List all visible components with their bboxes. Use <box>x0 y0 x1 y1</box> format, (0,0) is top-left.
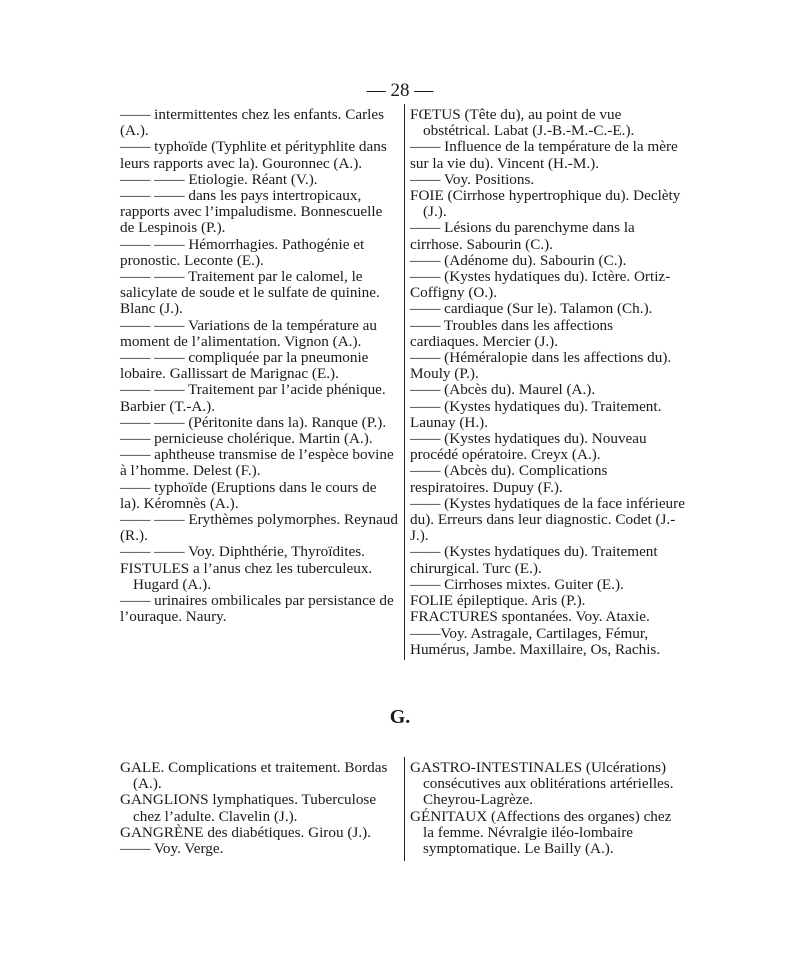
index-entry: —— Lésions du parenchyme dans la cirrhose. Sabourin (C.). <box>410 219 635 253</box>
index-column-upper-left <box>120 107 400 626</box>
index-entry: —— —— compliquée par la pneumonie lobaire. Gallissart de Marignac (E.). <box>120 349 369 383</box>
index-entry: —— —— Etiologie. Réant (V.). <box>120 170 318 188</box>
index-entry: —— —— Erythèmes polymorphes. Reynaud (R.). <box>120 511 398 545</box>
index-entry: —— (Kystes hydatiques du). Ictère. Ortiz-Coffigny (O.). <box>410 268 671 302</box>
index-entry: GANGLIONS lymphatiques. Tuberculose chez l’adulte. Clavelin (J.). <box>120 791 377 825</box>
index-entry: —— —— Traitement par l’acide phénique. Barbier (T.-A.). <box>120 381 386 415</box>
index-entry: —— —— (Péritonite dans la). Ranque (P.). <box>120 413 387 431</box>
column-divider-lower <box>404 757 405 861</box>
index-entry: —— (Héméralopie dans les affections du). Mouly (P.). <box>410 349 672 383</box>
index-entry: —— Voy. Positions. <box>410 170 535 188</box>
index-entry: —— (Adénome du). Sabourin (C.). <box>410 251 627 269</box>
index-entry: —— (Kystes hydatiques du). Traitement. Launay (H.). <box>410 397 662 431</box>
index-entry: —— (Kystes hydatiques du). Traitement chirurgical. Turc (E.). <box>410 543 658 577</box>
index-entry: —— Cirrhoses mixtes. Guiter (E.). <box>410 575 624 593</box>
index-entry: —— Influence de la température de la mère sur la vie du). Vincent (H.-M.). <box>410 138 678 172</box>
index-entry: GANGRÈNE des diabétiques. Girou (J.). <box>120 823 371 841</box>
index-entry: —— Voy. Verge. <box>120 840 224 858</box>
index-entry: —— cardiaque (Sur le). Talamon (Ch.). <box>410 300 653 318</box>
index-entry: —— —— Variations de la température au moment de l’alimentation. Vignon (A.). <box>120 316 377 350</box>
index-entry: —— urinaires ombilicales par persistance de l’ouraque. Naury. <box>120 592 394 626</box>
index-column-upper-right <box>410 107 685 658</box>
index-entry: —— —— dans les pays intertropicaux, rapports avec l’impaludisme. Bonnescuelle de Lespinois (P.). <box>120 187 383 237</box>
index-entry: —— —— Traitement par le calomel, le salicylate de soude et le sulfate de quinine. Blanc (J.). <box>120 268 380 318</box>
index-entry: FOIE (Cirrhose hypertrophique du). Declèty (J.). <box>410 187 681 221</box>
index-entry: ——Voy. Astragale, Cartilages, Fémur, Humérus, Jambe. Maxillaire, Os, Rachis. <box>410 624 661 658</box>
index-entry: —— —— Voy. Diphthérie, Thyroïdites. <box>120 543 365 561</box>
index-entry: —— aphtheuse transmise de l’espèce bovine à l’homme. Delest (F.). <box>120 446 394 480</box>
index-column-lower-left <box>120 760 398 857</box>
page-number: — 28 — <box>366 80 434 101</box>
index-entry: —— —— Hémorrhagies. Pathogénie et pronostic. Leconte (E.). <box>120 235 365 269</box>
index-entry: —— (Kystes hydatiques de la face inférieure du). Erreurs dans leur diagnostic. Codet (J.-J.). <box>410 494 685 545</box>
column-divider-upper <box>404 104 405 660</box>
index-entry: FŒTUS (Tête du), au point de vue obstétrical. Labat (J.-B.-M.-C.-E.). <box>410 106 635 140</box>
index-entry: FRACTURES spontanées. Voy. Ataxie. <box>410 608 650 626</box>
index-entry: FOLIE épileptique. Aris (P.). <box>410 592 586 610</box>
index-entry: GASTRO-INTESTINALES (Ulcérations) consécutives aux oblitérations artérielles. Cheyrou-Lagrèze. <box>410 759 674 809</box>
index-column-lower-right <box>410 760 685 857</box>
index-entry: FISTULES a l’anus chez les tuberculeux. Hugard (A.). <box>120 559 373 593</box>
index-entry: —— typhoïde (Typhlite et pérityphlite dans leurs rapports avec la). Gouronnec (A.). <box>120 138 387 172</box>
index-entry: —— (Kystes hydatiques du). Nouveau procédé opératoire. Creyx (A.). <box>410 430 647 464</box>
index-entry: GÉNITAUX (Affections des organes) chez la femme. Névralgie iléo-lombaire symptomatique. Le Bailly (A.). <box>410 807 672 858</box>
index-entry: —— Troubles dans les affections cardiaques. Mercier (J.). <box>410 316 614 350</box>
index-entry: GALE. Complications et traitement. Bordas (A.). <box>120 759 388 793</box>
index-entry: —— pernicieuse cholérique. Martin (A.). <box>120 430 373 448</box>
index-entry: —— intermittentes chez les enfants. Carles (A.). <box>120 106 385 140</box>
index-entry: —— typhoïde (Eruptions dans le cours de la). Kéromnès (A.). <box>120 478 377 512</box>
index-entry: —— (Abcès du). Complications respiratoires. Dupuy (F.). <box>410 462 608 496</box>
section-letter: G. <box>389 706 411 728</box>
index-entry: —— (Abcès du). Maurel (A.). <box>410 381 596 399</box>
